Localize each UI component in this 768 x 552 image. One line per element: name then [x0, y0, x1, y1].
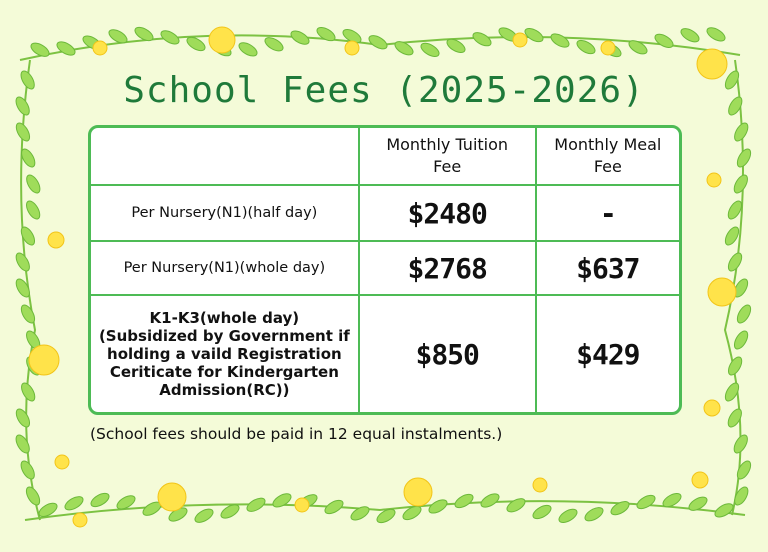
header-cell-tuition: [360, 128, 537, 186]
leaf-decoration: [193, 506, 215, 525]
leaf-decoration: [245, 495, 267, 514]
leaf-decoration: [557, 507, 579, 526]
leaf-decoration: [19, 303, 38, 325]
leaf-decoration: [271, 491, 293, 510]
leaf-decoration: [89, 491, 111, 510]
row-label: Per Nursery(N1)(half day): [91, 186, 360, 242]
table-row: [91, 242, 679, 296]
leaf-decoration: [237, 40, 259, 59]
flower-decoration: [209, 27, 235, 53]
leaf-decoration: [609, 499, 631, 518]
flower-decoration: [692, 472, 708, 488]
leaf-decoration: [14, 121, 33, 143]
leaf-decoration: [24, 199, 43, 221]
leaf-decoration: [635, 493, 657, 512]
leaf-decoration: [726, 251, 745, 273]
flower-decoration: [295, 498, 309, 512]
leaf-decoration: [732, 121, 751, 143]
leaf-decoration: [323, 498, 345, 517]
row-label: Per Nursery(N1)(whole day): [91, 242, 360, 296]
payment-note: (School fees should be paid in 12 equal instalments.): [90, 425, 503, 443]
leaf-decoration: [13, 251, 32, 273]
flower-decoration: [73, 513, 87, 527]
leaf-decoration: [653, 32, 675, 51]
leaf-decoration: [19, 381, 38, 403]
leaf-decoration: [367, 33, 389, 52]
flower-decoration: [158, 483, 186, 511]
leaf-decoration: [725, 407, 744, 429]
leaf-decoration: [19, 225, 38, 247]
leaf-decoration: [24, 173, 43, 195]
flower-decoration: [707, 173, 721, 187]
flower-decoration: [533, 478, 547, 492]
leaf-decoration: [713, 501, 735, 520]
tuition-amount: $850: [360, 296, 537, 412]
flower-decoration: [601, 41, 615, 55]
leaf-decoration: [531, 503, 553, 522]
header-tuition-label: Monthly Tuition Fee: [386, 135, 509, 176]
flower-decoration: [93, 41, 107, 55]
page-title: School Fees (2025-2026): [123, 70, 645, 111]
tuition-amount: $2480: [360, 186, 537, 242]
leaf-decoration: [705, 25, 727, 44]
flower-decoration: [345, 41, 359, 55]
leaf-decoration: [55, 39, 77, 58]
leaf-decoration: [735, 147, 754, 169]
flower-decoration: [29, 345, 59, 375]
leaf-decoration: [732, 329, 751, 351]
leaf-decoration: [14, 407, 33, 429]
leaf-decoration: [732, 173, 751, 195]
leaf-decoration: [419, 41, 441, 60]
flower-decoration: [55, 455, 69, 469]
meal-amount: $429: [576, 337, 640, 371]
leaf-decoration: [479, 491, 501, 510]
leaf-decoration: [575, 38, 597, 57]
meal-amount: $637: [537, 242, 679, 296]
leaf-decoration: [679, 26, 701, 45]
leaf-decoration: [453, 492, 475, 511]
leaf-decoration: [735, 303, 754, 325]
leaf-decoration: [24, 485, 43, 507]
table-row: [91, 186, 679, 242]
leaf-decoration: [63, 494, 85, 513]
flower-decoration: [404, 478, 432, 506]
table-header-row: [91, 128, 679, 186]
leaf-decoration: [471, 30, 493, 49]
leaf-decoration: [726, 355, 745, 377]
flower-decoration: [48, 232, 64, 248]
header-cell-meal: [537, 128, 679, 186]
tuition-amount: $2768: [360, 242, 537, 296]
fee-table: [88, 125, 682, 415]
leaf-decoration: [263, 35, 285, 54]
leaf-decoration: [427, 497, 449, 516]
flower-decoration: [513, 33, 527, 47]
row-label: K1-K3(whole day) (Subsidized by Government if holding a vaild Registration Ceriticate for Kindergarten Admission(RC)): [91, 296, 360, 412]
header-meal-label: Monthly Meal Fee: [554, 135, 662, 176]
leaf-decoration: [583, 505, 605, 524]
leaf-decoration: [505, 496, 527, 515]
meal-amount: -: [537, 186, 679, 242]
leaf-decoration: [13, 433, 32, 455]
table-row: [91, 296, 679, 412]
leaf-decoration: [549, 31, 571, 50]
leaf-decoration: [289, 28, 311, 47]
leaf-decoration: [731, 433, 750, 455]
flower-decoration: [708, 278, 736, 306]
leaf-decoration: [159, 28, 181, 47]
leaf-decoration: [349, 504, 371, 523]
header-cell-blank: [91, 128, 360, 186]
leaf-decoration: [18, 459, 37, 481]
flower-decoration: [704, 400, 720, 416]
